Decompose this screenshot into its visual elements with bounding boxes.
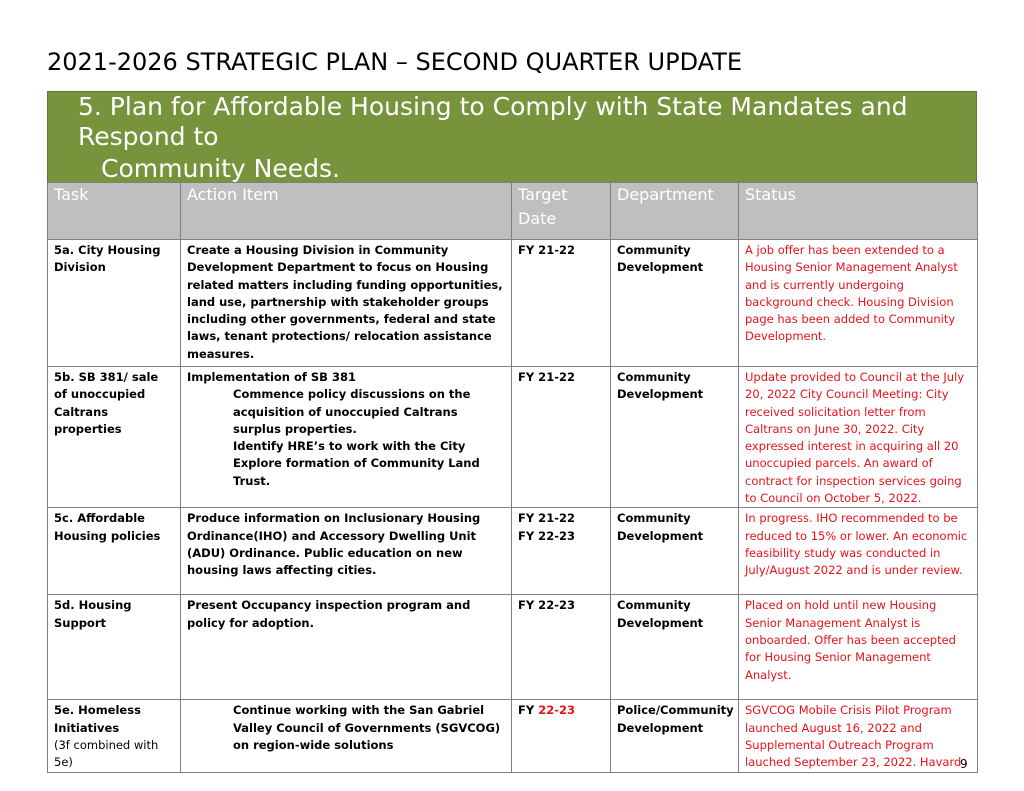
- task-label: 5b. SB 381/ sale of unoccupied Caltrans properties: [54, 370, 159, 436]
- table-row: [48, 700, 978, 772]
- task-label: 5d. Housing Support: [54, 598, 132, 630]
- task-label: 5c. Affordable Housing policies: [54, 511, 161, 543]
- target-date: FY 21-22: [518, 370, 575, 384]
- banner-title-line2: Community Needs.: [101, 154, 340, 183]
- status-text: Placed on hold until new Housing Senior Management Analyst is onboarded. Offer has been accepted for Housing Senior Management Analyst.: [745, 598, 956, 682]
- status-text: A job offer has been extended to a Housing Senior Management Analyst and is currently undergoing background check. Housing Division page has been added to Community Development.: [745, 243, 958, 344]
- department: Community Development: [617, 598, 704, 630]
- strategic-plan-table: [47, 182, 978, 773]
- action-text: Implementation of SB 381: [187, 370, 356, 384]
- task-cell: [48, 595, 181, 700]
- department-cell: [611, 240, 739, 367]
- page-title: 2021-2026 STRATEGIC PLAN – SECOND QUARTER UPDATE: [47, 48, 743, 76]
- action-text: Present Occupancy inspection program and policy for adoption.: [187, 598, 471, 630]
- action-cell: [181, 508, 512, 595]
- status-cell: [739, 595, 978, 700]
- department: Community Development: [617, 243, 704, 275]
- task-cell: [48, 700, 181, 772]
- department: Police/Community Development: [617, 703, 734, 735]
- action-subitem: Continue working with the San Gabriel Valley Council of Governments (SGVCOG) on region-wide solutions: [233, 703, 501, 752]
- action-cell: [181, 240, 512, 367]
- task-cell: [48, 508, 181, 595]
- target-cell: [512, 700, 611, 772]
- action-cell: [181, 700, 512, 772]
- header-department: Department: [611, 183, 739, 240]
- department-cell: [611, 595, 739, 700]
- status-text: In progress. IHO recommended to be reduced to 15% or lower. An economic feasibility study was conducted in July/August 2022 and is under review.: [745, 511, 968, 578]
- department: Community Development: [617, 511, 704, 543]
- status-cell: [739, 508, 978, 595]
- task-label: 5a. City Housing Division: [54, 243, 161, 275]
- action-subitem: Explore formation of Community Land Trust.: [233, 456, 480, 488]
- target-date-suffix: 22-23: [538, 703, 575, 718]
- header-action-item: Action Item: [181, 183, 512, 240]
- target-cell: [512, 508, 611, 595]
- department-cell: [611, 700, 739, 772]
- status-cell: [739, 367, 978, 508]
- status-text: Update provided to Council at the July 20, 2022 City Council Meeting: City received solicitation letter from Caltrans on June 30, 2022. City expressed interest in acquiring all 20 unoccupied parcels. An award of contract for inspection services going to Council on October 5, 2022.: [745, 370, 965, 506]
- department-cell: [611, 367, 739, 508]
- target-date: FY 21-22: [518, 243, 575, 257]
- section-banner: [47, 91, 977, 183]
- status-text: SGVCOG Mobile Crisis Pilot Program launched August 16, 2022 and Supplemental Outreach Program lauched September 23, 2022. Havard: [745, 703, 962, 770]
- action-cell: [181, 595, 512, 700]
- task-note: (3f combined with 5e): [54, 737, 159, 770]
- header-status: Status: [739, 183, 978, 240]
- header-task: Task: [48, 183, 181, 240]
- task-label: 5e. Homeless Initiatives: [54, 703, 141, 735]
- status-cell: [739, 240, 978, 367]
- target-date: FY 21-22 FY 22-23: [518, 511, 575, 543]
- action-subitem: Commence policy discussions on the acquisition of unoccupied Caltrans surplus properties.: [233, 387, 471, 436]
- header-target-date: Target Date: [512, 183, 611, 240]
- action-text: Create a Housing Division in Community Development Department to focus on Housing related matters including funding opportunities, land use, partnership with stakeholder groups including other governments, federal and state laws, tenant protections/ relocation assistance measures.: [187, 243, 503, 361]
- table-row: [48, 508, 978, 595]
- target-cell: [512, 367, 611, 508]
- target-date: FY 22-23: [518, 598, 575, 613]
- banner-title-line1: 5. Plan for Affordable Housing to Comply with State Mandates and Respond to: [78, 92, 908, 151]
- target-cell: [512, 595, 611, 700]
- task-cell: [48, 367, 181, 508]
- action-text: Produce information on Inclusionary Housing Ordinance(IHO) and Accessory Dwelling Unit (ADU) Ordinance. Public education on new housing laws affecting cities.: [187, 511, 481, 578]
- target-date: FY: [518, 703, 535, 718]
- table-row: [48, 240, 978, 367]
- department: Community Development: [617, 370, 704, 402]
- table-row: [48, 595, 978, 700]
- task-cell: [48, 240, 181, 367]
- action-cell: [181, 367, 512, 508]
- department-cell: [611, 508, 739, 595]
- table-row: [48, 367, 978, 508]
- target-cell: [512, 240, 611, 367]
- action-subitem: Identify HRE’s to work with the City: [233, 439, 466, 454]
- table-header-row: [48, 183, 978, 240]
- page-number: 9: [960, 757, 968, 771]
- status-cell: [739, 700, 978, 772]
